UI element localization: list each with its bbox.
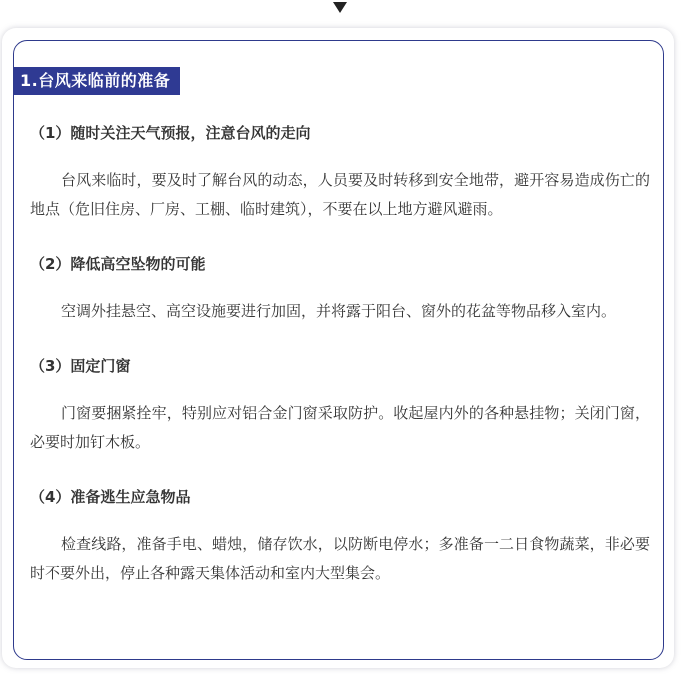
down-triangle-icon — [333, 2, 347, 13]
item-body-1: 台风来临时，要及时了解台风的动态，人员要及时转移到安全地带，避开容易造成伤亡的地点（危旧住房、厂房、工棚、临时建筑），不要在以上地方避风避雨。 — [30, 171, 650, 218]
item-heading-4: （4）准备逃生应急物品 — [30, 488, 191, 506]
item-heading-1: （1）随时关注天气预报，注意台风的走向 — [30, 124, 311, 142]
article-body — [30, 118, 650, 588]
item-heading-3: （3）固定门窗 — [30, 357, 131, 375]
item-heading-2: （2）降低高空坠物的可能 — [30, 255, 206, 273]
item-body-2: 空调外挂悬空、高空设施要进行加固，并将露于阳台、窗外的花盆等物品移入室内。 — [61, 302, 617, 320]
item-body-3: 门窗要捆紧拴牢，特别应对铝合金门窗采取防护。收起屋内外的各种悬挂物；关闭门窗，必要时加钉木板。 — [30, 404, 650, 451]
item-body-4: 检查线路，准备手电、蜡烛，储存饮水，以防断电停水；多准备一二日食物蔬菜，非必要时不要外出，停止各种露天集体活动和室内大型集会。 — [30, 535, 650, 582]
section-title: 1.台风来临前的准备 — [14, 67, 180, 95]
